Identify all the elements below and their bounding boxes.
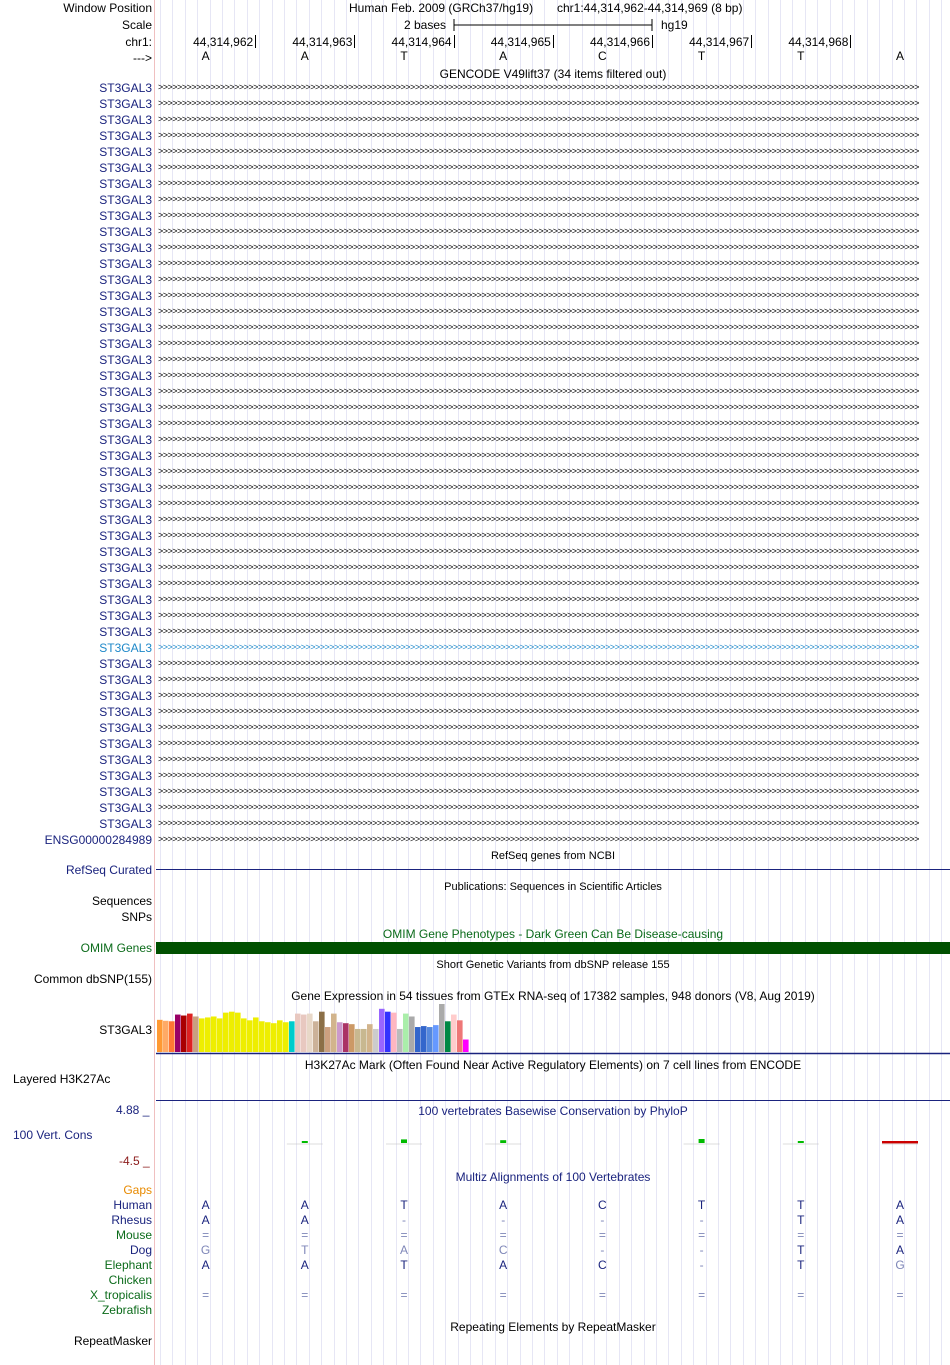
multiz-base: A	[300, 1258, 309, 1272]
gtex-tissue-bar[interactable]	[451, 1015, 457, 1052]
gtex-gene-label[interactable]: ST3GAL3	[99, 1023, 152, 1037]
multiz-base: C	[598, 1198, 607, 1212]
gtex-tissue-bar[interactable]	[199, 1018, 205, 1052]
gencode-transcript[interactable]: >>>>>>>>>>>>>>>>>>>>>>>>>>>>>>>>>>>>>>>>>>>>>>>>>>>>>>>>>>>>>>>>>>>>>>>>>>>>>>>>>>>>>>>>>>>>>>>>>>>>>>>>>>>>>>>>>>>>>>>>>>>>>>>>>>>>>>>>>>>>>>>>>>>>>>>>>>>>>>>>	[158, 482, 919, 492]
phylop-label[interactable]: 100 Vert. Cons	[13, 1128, 93, 1142]
coordinate-tick	[354, 35, 355, 48]
refseq-curated-label[interactable]: RefSeq Curated	[65, 863, 152, 877]
strand-label: --->	[133, 51, 152, 65]
gtex-tissue-bar[interactable]	[397, 1029, 403, 1052]
coordinate-tick	[751, 35, 752, 48]
phylop-track-title: 100 vertebrates Basewise Conservation by PhyloP	[418, 1104, 688, 1118]
coordinate-label: 44,314,965	[490, 35, 551, 49]
gencode-transcript[interactable]: >>>>>>>>>>>>>>>>>>>>>>>>>>>>>>>>>>>>>>>>>>>>>>>>>>>>>>>>>>>>>>>>>>>>>>>>>>>>>>>>>>>>>>>>>>>>>>>>>>>>>>>>>>>>>>>>>>>>>>>>>>>>>>>>>>>>>>>>>>>>>>>>>>>>>>>>>>>>>>>>	[158, 770, 919, 780]
multiz-base: A	[895, 1243, 904, 1257]
gencode-gene-label[interactable]: ST3GAL3	[99, 193, 152, 207]
gtex-tissue-bar[interactable]	[217, 1018, 223, 1052]
multiz-base: =	[301, 1288, 309, 1302]
gtex-tissue-bar[interactable]	[259, 1021, 265, 1052]
gtex-tissue-bar[interactable]	[277, 1020, 283, 1052]
gencode-transcript[interactable]: >>>>>>>>>>>>>>>>>>>>>>>>>>>>>>>>>>>>>>>>>>>>>>>>>>>>>>>>>>>>>>>>>>>>>>>>>>>>>>>>>>>>>>>>>>>>>>>>>>>>>>>>>>>>>>>>>>>>>>>>>>>>>>>>>>>>>>>>>>>>>>>>>>>>>>>>>>>>>>>>	[158, 242, 919, 252]
gtex-tissue-bar[interactable]	[295, 1014, 301, 1052]
multiz-base: =	[400, 1288, 408, 1302]
gtex-tissue-bar[interactable]	[385, 1012, 391, 1052]
gtex-tissue-bar[interactable]	[211, 1016, 217, 1052]
multiz-base: =	[896, 1228, 904, 1242]
coordinate-label: 44,314,963	[292, 35, 353, 49]
gtex-tissue-bar[interactable]	[445, 1021, 451, 1052]
gencode-gene-label[interactable]: ST3GAL3	[99, 705, 152, 719]
gencode-gene-label[interactable]: ST3GAL3	[99, 305, 152, 319]
gencode-transcript[interactable]: >>>>>>>>>>>>>>>>>>>>>>>>>>>>>>>>>>>>>>>>>>>>>>>>>>>>>>>>>>>>>>>>>>>>>>>>>>>>>>>>>>>>>>>>>>>>>>>>>>>>>>>>>>>>>>>>>>>>>>>>>>>>>>>>>>>>>>>>>>>>>>>>>>>>>>>>>>>>>>>>	[158, 530, 919, 540]
dbsnp-track-title: Short Genetic Variants from dbSNP release 155	[436, 959, 670, 971]
phylop-score-bar	[699, 1139, 705, 1143]
gtex-tissue-bar[interactable]	[361, 1029, 367, 1052]
gtex-tissue-bar[interactable]	[409, 1016, 415, 1052]
gencode-gene-label[interactable]: ST3GAL3	[99, 753, 152, 767]
base-letter: T	[797, 49, 805, 63]
gencode-gene-label[interactable]: ST3GAL3	[99, 337, 152, 351]
base-letter: C	[598, 49, 607, 63]
gtex-tissue-bar[interactable]	[163, 1021, 169, 1052]
multiz-base: T	[697, 1198, 706, 1212]
phylop-score-bar	[798, 1141, 804, 1143]
repeatmasker-label[interactable]: RepeatMasker	[73, 1334, 152, 1348]
base-letter: A	[201, 49, 210, 63]
gencode-gene-label[interactable]: ST3GAL3	[99, 113, 152, 127]
gencode-transcript[interactable]: >>>>>>>>>>>>>>>>>>>>>>>>>>>>>>>>>>>>>>>>>>>>>>>>>>>>>>>>>>>>>>>>>>>>>>>>>>>>>>>>>>>>>>>>>>>>>>>>>>>>>>>>>>>>>>>>>>>>>>>>>>>>>>>>>>>>>>>>>>>>>>>>>>>>>>>>>>>>>>>>	[158, 626, 919, 636]
scale-label: Scale	[121, 18, 152, 32]
gencode-gene-label[interactable]: ST3GAL3	[99, 257, 152, 271]
multiz-species-label[interactable]: X_tropicalis	[89, 1288, 152, 1302]
gencode-gene-label[interactable]: ST3GAL3	[99, 129, 152, 143]
multiz-species-label[interactable]: Gaps	[123, 1183, 152, 1197]
multiz-base: =	[598, 1288, 606, 1302]
gencode-transcript[interactable]: >>>>>>>>>>>>>>>>>>>>>>>>>>>>>>>>>>>>>>>>>>>>>>>>>>>>>>>>>>>>>>>>>>>>>>>>>>>>>>>>>>>>>>>>>>>>>>>>>>>>>>>>>>>>>>>>>>>>>>>>>>>>>>>>>>>>>>>>>>>>>>>>>>>>>>>>>>>>>>>>	[158, 146, 919, 156]
gtex-tissue-bar[interactable]	[421, 1026, 427, 1052]
dbsnp-label[interactable]: Common dbSNP(155)	[33, 972, 152, 986]
multiz-species-label[interactable]: Elephant	[104, 1258, 152, 1272]
multiz-base: =	[499, 1228, 507, 1242]
refseq-line	[156, 869, 950, 870]
gencode-gene-label[interactable]: ST3GAL3	[99, 689, 152, 703]
phylop-min-label: -4.5 _	[119, 1154, 150, 1168]
gencode-transcript[interactable]: >>>>>>>>>>>>>>>>>>>>>>>>>>>>>>>>>>>>>>>>>>>>>>>>>>>>>>>>>>>>>>>>>>>>>>>>>>>>>>>>>>>>>>>>>>>>>>>>>>>>>>>>>>>>>>>>>>>>>>>>>>>>>>>>>>>>>>>>>>>>>>>>>>>>>>>>>>>>>>>>	[158, 82, 919, 92]
gencode-transcript[interactable]: >>>>>>>>>>>>>>>>>>>>>>>>>>>>>>>>>>>>>>>>>>>>>>>>>>>>>>>>>>>>>>>>>>>>>>>>>>>>>>>>>>>>>>>>>>>>>>>>>>>>>>>>>>>>>>>>>>>>>>>>>>>>>>>>>>>>>>>>>>>>>>>>>>>>>>>>>>>>>>>>	[158, 386, 919, 396]
gencode-gene-label-ensg[interactable]: ENSG00000284989	[44, 833, 152, 847]
gtex-tissue-bar[interactable]	[205, 1017, 211, 1052]
gencode-transcript[interactable]: >>>>>>>>>>>>>>>>>>>>>>>>>>>>>>>>>>>>>>>>>>>>>>>>>>>>>>>>>>>>>>>>>>>>>>>>>>>>>>>>>>>>>>>>>>>>>>>>>>>>>>>>>>>>>>>>>>>>>>>>>>>>>>>>>>>>>>>>>>>>>>>>>>>>>>>>>>>>>>>>	[158, 210, 919, 220]
phylop-score-bar	[302, 1141, 308, 1143]
gencode-transcript[interactable]: >>>>>>>>>>>>>>>>>>>>>>>>>>>>>>>>>>>>>>>>>>>>>>>>>>>>>>>>>>>>>>>>>>>>>>>>>>>>>>>>>>>>>>>>>>>>>>>>>>>>>>>>>>>>>>>>>>>>>>>>>>>>>>>>>>>>>>>>>>>>>>>>>>>>>>>>>>>>>>>>	[158, 658, 919, 668]
gencode-gene-label[interactable]: ST3GAL3	[99, 673, 152, 687]
gtex-tissue-bar[interactable]	[343, 1023, 349, 1052]
gencode-transcript[interactable]: >>>>>>>>>>>>>>>>>>>>>>>>>>>>>>>>>>>>>>>>>>>>>>>>>>>>>>>>>>>>>>>>>>>>>>>>>>>>>>>>>>>>>>>>>>>>>>>>>>>>>>>>>>>>>>>>>>>>>>>>>>>>>>>>>>>>>>>>>>>>>>>>>>>>>>>>>>>>>>>>	[158, 194, 919, 204]
assembly-label: hg19	[661, 18, 688, 32]
gencode-gene-label[interactable]: ST3GAL3	[99, 817, 152, 831]
gtex-tissue-bar[interactable]	[283, 1022, 289, 1052]
gencode-transcript[interactable]: >>>>>>>>>>>>>>>>>>>>>>>>>>>>>>>>>>>>>>>>>>>>>>>>>>>>>>>>>>>>>>>>>>>>>>>>>>>>>>>>>>>>>>>>>>>>>>>>>>>>>>>>>>>>>>>>>>>>>>>>>>>>>>>>>>>>>>>>>>>>>>>>>>>>>>>>>>>>>>>>	[158, 834, 919, 844]
multiz-base: -	[402, 1213, 406, 1227]
gencode-gene-label[interactable]: ST3GAL3	[99, 81, 152, 95]
multiz-base: C	[498, 1243, 508, 1257]
multiz-base: G	[895, 1258, 905, 1272]
gencode-transcript[interactable]: >>>>>>>>>>>>>>>>>>>>>>>>>>>>>>>>>>>>>>>>>>>>>>>>>>>>>>>>>>>>>>>>>>>>>>>>>>>>>>>>>>>>>>>>>>>>>>>>>>>>>>>>>>>>>>>>>>>>>>>>>>>>>>>>>>>>>>>>>>>>>>>>>>>>>>>>>>>>>>>>	[158, 610, 919, 620]
gencode-gene-label[interactable]: ST3GAL3	[99, 657, 152, 671]
gencode-transcript[interactable]: >>>>>>>>>>>>>>>>>>>>>>>>>>>>>>>>>>>>>>>>>>>>>>>>>>>>>>>>>>>>>>>>>>>>>>>>>>>>>>>>>>>>>>>>>>>>>>>>>>>>>>>>>>>>>>>>>>>>>>>>>>>>>>>>>>>>>>>>>>>>>>>>>>>>>>>>>>>>>>>>	[158, 546, 919, 556]
multiz-base: C	[598, 1258, 607, 1272]
scale-text: 2 bases	[404, 18, 447, 32]
gtex-tissue-bar[interactable]	[427, 1027, 433, 1052]
gtex-tissue-bar[interactable]	[355, 1029, 361, 1052]
gencode-transcript[interactable]: >>>>>>>>>>>>>>>>>>>>>>>>>>>>>>>>>>>>>>>>>>>>>>>>>>>>>>>>>>>>>>>>>>>>>>>>>>>>>>>>>>>>>>>>>>>>>>>>>>>>>>>>>>>>>>>>>>>>>>>>>>>>>>>>>>>>>>>>>>>>>>>>>>>>>>>>>>>>>>>>	[158, 786, 919, 796]
multiz-base: -	[699, 1243, 704, 1257]
multiz-base: =	[896, 1288, 904, 1302]
gtex-tissue-bar[interactable]	[181, 1016, 187, 1052]
gtex-tissue-bar[interactable]	[403, 1014, 409, 1052]
coordinate-label: 44,314,966	[589, 35, 650, 49]
gtex-tissue-bar[interactable]	[253, 1017, 259, 1052]
gencode-transcript[interactable]: >>>>>>>>>>>>>>>>>>>>>>>>>>>>>>>>>>>>>>>>>>>>>>>>>>>>>>>>>>>>>>>>>>>>>>>>>>>>>>>>>>>>>>>>>>>>>>>>>>>>>>>>>>>>>>>>>>>>>>>>>>>>>>>>>>>>>>>>>>>>>>>>>>>>>>>>>>>>>>>>	[158, 434, 919, 444]
publications-snps-label[interactable]: SNPs	[121, 910, 152, 924]
multiz-base: A	[201, 1198, 210, 1212]
window-position-label: Window Position	[63, 1, 152, 15]
gtex-tissue-bar[interactable]	[463, 1040, 469, 1052]
gencode-transcript[interactable]: >>>>>>>>>>>>>>>>>>>>>>>>>>>>>>>>>>>>>>>>>>>>>>>>>>>>>>>>>>>>>>>>>>>>>>>>>>>>>>>>>>>>>>>>>>>>>>>>>>>>>>>>>>>>>>>>>>>>>>>>>>>>>>>>>>>>>>>>>>>>>>>>>>>>>>>>>>>>>>>>	[158, 706, 919, 716]
multiz-base: =	[698, 1228, 706, 1242]
gtex-tissue-bar[interactable]	[247, 1020, 253, 1052]
multiz-base: =	[797, 1288, 805, 1302]
gtex-tissue-bar[interactable]	[433, 1025, 439, 1052]
gencode-transcript[interactable]: >>>>>>>>>>>>>>>>>>>>>>>>>>>>>>>>>>>>>>>>>>>>>>>>>>>>>>>>>>>>>>>>>>>>>>>>>>>>>>>>>>>>>>>>>>>>>>>>>>>>>>>>>>>>>>>>>>>>>>>>>>>>>>>>>>>>>>>>>>>>>>>>>>>>>>>>>>>>>>>>	[158, 562, 919, 572]
multiz-base: -	[699, 1258, 704, 1272]
multiz-base: -	[600, 1213, 605, 1227]
gencode-transcript[interactable]: >>>>>>>>>>>>>>>>>>>>>>>>>>>>>>>>>>>>>>>>>>>>>>>>>>>>>>>>>>>>>>>>>>>>>>>>>>>>>>>>>>>>>>>>>>>>>>>>>>>>>>>>>>>>>>>>>>>>>>>>>>>>>>>>>>>>>>>>>>>>>>>>>>>>>>>>>>>>>>>>	[158, 466, 919, 476]
gtex-tissue-bar[interactable]	[331, 1014, 337, 1052]
multiz-base: A	[300, 1198, 309, 1212]
gencode-gene-label[interactable]: ST3GAL3	[99, 433, 152, 447]
multiz-base: A	[499, 1198, 508, 1212]
gencode-gene-label[interactable]: ST3GAL3	[99, 145, 152, 159]
gencode-transcript[interactable]: >>>>>>>>>>>>>>>>>>>>>>>>>>>>>>>>>>>>>>>>>>>>>>>>>>>>>>>>>>>>>>>>>>>>>>>>>>>>>>>>>>>>>>>>>>>>>>>>>>>>>>>>>>>>>>>>>>>>>>>>>>>>>>>>>>>>>>>>>>>>>>>>>>>>>>>>>>>>>>>>	[158, 226, 919, 236]
multiz-species-label[interactable]: Human	[113, 1198, 152, 1212]
gencode-gene-label[interactable]: ST3GAL3	[99, 97, 152, 111]
gencode-gene-label[interactable]: ST3GAL3	[99, 641, 152, 655]
gencode-transcript[interactable]: >>>>>>>>>>>>>>>>>>>>>>>>>>>>>>>>>>>>>>>>>>>>>>>>>>>>>>>>>>>>>>>>>>>>>>>>>>>>>>>>>>>>>>>>>>>>>>>>>>>>>>>>>>>>>>>>>>>>>>>>>>>>>>>>>>>>>>>>>>>>>>>>>>>>>>>>>>>>>>>>	[158, 162, 919, 172]
gencode-transcript[interactable]: >>>>>>>>>>>>>>>>>>>>>>>>>>>>>>>>>>>>>>>>>>>>>>>>>>>>>>>>>>>>>>>>>>>>>>>>>>>>>>>>>>>>>>>>>>>>>>>>>>>>>>>>>>>>>>>>>>>>>>>>>>>>>>>>>>>>>>>>>>>>>>>>>>>>>>>>>>>>>>>>	[158, 370, 919, 380]
gencode-gene-label[interactable]: ST3GAL3	[99, 497, 152, 511]
gencode-transcript[interactable]: >>>>>>>>>>>>>>>>>>>>>>>>>>>>>>>>>>>>>>>>>>>>>>>>>>>>>>>>>>>>>>>>>>>>>>>>>>>>>>>>>>>>>>>>>>>>>>>>>>>>>>>>>>>>>>>>>>>>>>>>>>>>>>>>>>>>>>>>>>>>>>>>>>>>>>>>>>>>>>>>	[158, 594, 919, 604]
gencode-transcript[interactable]: >>>>>>>>>>>>>>>>>>>>>>>>>>>>>>>>>>>>>>>>>>>>>>>>>>>>>>>>>>>>>>>>>>>>>>>>>>>>>>>>>>>>>>>>>>>>>>>>>>>>>>>>>>>>>>>>>>>>>>>>>>>>>>>>>>>>>>>>>>>>>>>>>>>>>>>>>>>>>>>>	[158, 450, 919, 460]
gtex-tissue-bar[interactable]	[157, 1020, 163, 1052]
gencode-gene-label[interactable]: ST3GAL3	[99, 321, 152, 335]
multiz-base: =	[499, 1288, 507, 1302]
gtex-track-title: Gene Expression in 54 tissues from GTEx RNA-seq of 17382 samples, 948 donors (V8, Aug 2019)	[291, 989, 815, 1003]
gtex-tissue-bar[interactable]	[319, 1012, 325, 1052]
multiz-base: T	[797, 1198, 805, 1212]
multiz-base: A	[399, 1243, 408, 1257]
multiz-base: A	[201, 1258, 210, 1272]
h3k27ac-track-title: H3K27Ac Mark (Often Found Near Active Regulatory Elements) on 7 cell lines from ENCODE	[304, 1058, 802, 1072]
gtex-tissue-bar[interactable]	[391, 1013, 397, 1052]
genome-title: Human Feb. 2009 (GRCh37/hg19)	[349, 1, 534, 15]
coordinate-tick	[553, 35, 554, 48]
multiz-base: A	[895, 1213, 904, 1227]
multiz-base: A	[499, 1258, 508, 1272]
gencode-transcript[interactable]: >>>>>>>>>>>>>>>>>>>>>>>>>>>>>>>>>>>>>>>>>>>>>>>>>>>>>>>>>>>>>>>>>>>>>>>>>>>>>>>>>>>>>>>>>>>>>>>>>>>>>>>>>>>>>>>>>>>>>>>>>>>>>>>>>>>>>>>>>>>>>>>>>>>>>>>>>>>>>>>>	[158, 402, 919, 412]
base-letter: A	[499, 49, 508, 63]
gencode-gene-label[interactable]: ST3GAL3	[99, 625, 152, 639]
gencode-transcript[interactable]: >>>>>>>>>>>>>>>>>>>>>>>>>>>>>>>>>>>>>>>>>>>>>>>>>>>>>>>>>>>>>>>>>>>>>>>>>>>>>>>>>>>>>>>>>>>>>>>>>>>>>>>>>>>>>>>>>>>>>>>>>>>>>>>>>>>>>>>>>>>>>>>>>>>>>>>>>>>>>>>>	[158, 514, 919, 524]
gencode-gene-label[interactable]: ST3GAL3	[99, 465, 152, 479]
publications-track-title: Publications: Sequences in Scientific Articles	[444, 881, 662, 893]
gtex-tissue-bar[interactable]	[169, 1021, 175, 1052]
gencode-transcript[interactable]: >>>>>>>>>>>>>>>>>>>>>>>>>>>>>>>>>>>>>>>>>>>>>>>>>>>>>>>>>>>>>>>>>>>>>>>>>>>>>>>>>>>>>>>>>>>>>>>>>>>>>>>>>>>>>>>>>>>>>>>>>>>>>>>>>>>>>>>>>>>>>>>>>>>>>>>>>>>>>>>>	[158, 642, 919, 652]
gencode-transcript[interactable]: >>>>>>>>>>>>>>>>>>>>>>>>>>>>>>>>>>>>>>>>>>>>>>>>>>>>>>>>>>>>>>>>>>>>>>>>>>>>>>>>>>>>>>>>>>>>>>>>>>>>>>>>>>>>>>>>>>>>>>>>>>>>>>>>>>>>>>>>>>>>>>>>>>>>>>>>>>>>>>>>	[158, 754, 919, 764]
gencode-transcript[interactable]: >>>>>>>>>>>>>>>>>>>>>>>>>>>>>>>>>>>>>>>>>>>>>>>>>>>>>>>>>>>>>>>>>>>>>>>>>>>>>>>>>>>>>>>>>>>>>>>>>>>>>>>>>>>>>>>>>>>>>>>>>>>>>>>>>>>>>>>>>>>>>>>>>>>>>>>>>>>>>>>>	[158, 178, 919, 188]
multiz-base: -	[501, 1213, 506, 1227]
gtex-tissue-bar[interactable]	[367, 1024, 373, 1052]
gencode-gene-label[interactable]: ST3GAL3	[99, 801, 152, 815]
gencode-transcript[interactable]: >>>>>>>>>>>>>>>>>>>>>>>>>>>>>>>>>>>>>>>>>>>>>>>>>>>>>>>>>>>>>>>>>>>>>>>>>>>>>>>>>>>>>>>>>>>>>>>>>>>>>>>>>>>>>>>>>>>>>>>>>>>>>>>>>>>>>>>>>>>>>>>>>>>>>>>>>>>>>>>>	[158, 322, 919, 332]
multiz-base: =	[202, 1228, 210, 1242]
gencode-gene-label[interactable]: ST3GAL3	[99, 561, 152, 575]
omim-gene-bar[interactable]	[156, 942, 950, 954]
gencode-transcript[interactable]: >>>>>>>>>>>>>>>>>>>>>>>>>>>>>>>>>>>>>>>>>>>>>>>>>>>>>>>>>>>>>>>>>>>>>>>>>>>>>>>>>>>>>>>>>>>>>>>>>>>>>>>>>>>>>>>>>>>>>>>>>>>>>>>>>>>>>>>>>>>>>>>>>>>>>>>>>>>>>>>>	[158, 338, 919, 348]
gencode-transcript[interactable]: >>>>>>>>>>>>>>>>>>>>>>>>>>>>>>>>>>>>>>>>>>>>>>>>>>>>>>>>>>>>>>>>>>>>>>>>>>>>>>>>>>>>>>>>>>>>>>>>>>>>>>>>>>>>>>>>>>>>>>>>>>>>>>>>>>>>>>>>>>>>>>>>>>>>>>>>>>>>>>>>	[158, 114, 919, 124]
gencode-gene-label[interactable]: ST3GAL3	[99, 241, 152, 255]
omim-track-title: OMIM Gene Phenotypes - Dark Green Can Be Disease-causing	[382, 927, 724, 941]
coordinate-label: 44,314,962	[193, 35, 254, 49]
gencode-transcript[interactable]: >>>>>>>>>>>>>>>>>>>>>>>>>>>>>>>>>>>>>>>>>>>>>>>>>>>>>>>>>>>>>>>>>>>>>>>>>>>>>>>>>>>>>>>>>>>>>>>>>>>>>>>>>>>>>>>>>>>>>>>>>>>>>>>>>>>>>>>>>>>>>>>>>>>>>>>>>>>>>>>>	[158, 690, 919, 700]
gtex-tissue-bar[interactable]	[235, 1013, 241, 1052]
gencode-transcript[interactable]: >>>>>>>>>>>>>>>>>>>>>>>>>>>>>>>>>>>>>>>>>>>>>>>>>>>>>>>>>>>>>>>>>>>>>>>>>>>>>>>>>>>>>>>>>>>>>>>>>>>>>>>>>>>>>>>>>>>>>>>>>>>>>>>>>>>>>>>>>>>>>>>>>>>>>>>>>>>>>>>>	[158, 306, 919, 316]
coordinate-label: 44,314,964	[391, 35, 452, 49]
multiz-species-label[interactable]: Zebrafish	[101, 1303, 152, 1317]
gtex-tissue-bar[interactable]	[337, 1022, 343, 1052]
gencode-gene-label[interactable]: ST3GAL3	[99, 353, 152, 367]
multiz-base: =	[400, 1228, 408, 1242]
phylop-graph[interactable]	[156, 1118, 950, 1162]
coordinate-tick	[652, 35, 653, 48]
gencode-track-title: GENCODE V49lift37 (34 items filtered out)	[439, 67, 667, 81]
gencode-gene-label[interactable]: ST3GAL3	[99, 513, 152, 527]
multiz-base: T	[301, 1243, 309, 1257]
phylop-score-bar	[500, 1140, 506, 1143]
multiz-base: =	[598, 1228, 606, 1242]
h3k27ac-label[interactable]: Layered H3K27Ac	[13, 1072, 111, 1086]
gtex-tissue-bar[interactable]	[313, 1021, 319, 1052]
multiz-base: G	[200, 1243, 211, 1257]
gencode-gene-label[interactable]: ST3GAL3	[99, 161, 152, 175]
base-letter: A	[300, 49, 309, 63]
gencode-gene-label[interactable]: ST3GAL3	[99, 769, 152, 783]
gtex-tissue-bar[interactable]	[193, 1016, 199, 1052]
multiz-base: T	[797, 1243, 805, 1257]
gencode-transcript[interactable]: >>>>>>>>>>>>>>>>>>>>>>>>>>>>>>>>>>>>>>>>>>>>>>>>>>>>>>>>>>>>>>>>>>>>>>>>>>>>>>>>>>>>>>>>>>>>>>>>>>>>>>>>>>>>>>>>>>>>>>>>>>>>>>>>>>>>>>>>>>>>>>>>>>>>>>>>>>>>>>>>	[158, 274, 919, 284]
gtex-tissue-bar[interactable]	[349, 1024, 355, 1052]
chrom-label: chr1:	[125, 35, 152, 49]
label-divider	[154, 0, 155, 1365]
phylop-max-label: 4.88 _	[116, 1103, 150, 1117]
multiz-base: A	[201, 1213, 210, 1227]
coordinate-tick	[850, 35, 851, 48]
multiz-base: T	[400, 1258, 408, 1272]
gencode-transcript[interactable]: >>>>>>>>>>>>>>>>>>>>>>>>>>>>>>>>>>>>>>>>>>>>>>>>>>>>>>>>>>>>>>>>>>>>>>>>>>>>>>>>>>>>>>>>>>>>>>>>>>>>>>>>>>>>>>>>>>>>>>>>>>>>>>>>>>>>>>>>>>>>>>>>>>>>>>>>>>>>>>>>	[158, 258, 919, 268]
multiz-base: A	[895, 1198, 904, 1212]
gtex-tissue-bar[interactable]	[301, 1015, 307, 1052]
gencode-transcript[interactable]: >>>>>>>>>>>>>>>>>>>>>>>>>>>>>>>>>>>>>>>>>>>>>>>>>>>>>>>>>>>>>>>>>>>>>>>>>>>>>>>>>>>>>>>>>>>>>>>>>>>>>>>>>>>>>>>>>>>>>>>>>>>>>>>>>>>>>>>>>>>>>>>>>>>>>>>>>>>>>>>>	[158, 130, 919, 140]
gencode-gene-label[interactable]: ST3GAL3	[99, 529, 152, 543]
multiz-base: -	[600, 1243, 605, 1257]
gencode-gene-label[interactable]: ST3GAL3	[99, 177, 152, 191]
position-readout[interactable]: chr1:44,314,962-44,314,969 (8 bp)	[557, 1, 743, 15]
gencode-transcript[interactable]: >>>>>>>>>>>>>>>>>>>>>>>>>>>>>>>>>>>>>>>>>>>>>>>>>>>>>>>>>>>>>>>>>>>>>>>>>>>>>>>>>>>>>>>>>>>>>>>>>>>>>>>>>>>>>>>>>>>>>>>>>>>>>>>>>>>>>>>>>>>>>>>>>>>>>>>>>>>>>>>>	[158, 722, 919, 732]
multiz-species-label[interactable]: Chicken	[108, 1273, 152, 1287]
coordinate-label: 44,314,968	[788, 35, 849, 49]
gencode-gene-label[interactable]: ST3GAL3	[99, 609, 152, 623]
gencode-gene-label[interactable]: ST3GAL3	[99, 545, 152, 559]
gencode-transcript[interactable]: >>>>>>>>>>>>>>>>>>>>>>>>>>>>>>>>>>>>>>>>>>>>>>>>>>>>>>>>>>>>>>>>>>>>>>>>>>>>>>>>>>>>>>>>>>>>>>>>>>>>>>>>>>>>>>>>>>>>>>>>>>>>>>>>>>>>>>>>>>>>>>>>>>>>>>>>>>>>>>>>	[158, 98, 919, 108]
gencode-gene-label[interactable]: ST3GAL3	[99, 481, 152, 495]
gencode-gene-label[interactable]: ST3GAL3	[99, 225, 152, 239]
multiz-base: =	[698, 1288, 706, 1302]
gencode-gene-label[interactable]: ST3GAL3	[99, 273, 152, 287]
multiz-species-label[interactable]: Mouse	[115, 1228, 152, 1242]
gencode-transcript[interactable]: >>>>>>>>>>>>>>>>>>>>>>>>>>>>>>>>>>>>>>>>>>>>>>>>>>>>>>>>>>>>>>>>>>>>>>>>>>>>>>>>>>>>>>>>>>>>>>>>>>>>>>>>>>>>>>>>>>>>>>>>>>>>>>>>>>>>>>>>>>>>>>>>>>>>>>>>>>>>>>>>	[158, 290, 919, 300]
gencode-gene-label[interactable]: ST3GAL3	[99, 593, 152, 607]
multiz-base: -	[699, 1213, 704, 1227]
base-letter: T	[697, 49, 706, 63]
phylop-score-bar	[401, 1139, 407, 1143]
phylop-score-bar	[882, 1141, 918, 1143]
gencode-gene-label[interactable]: ST3GAL3	[99, 417, 152, 431]
gencode-gene-label[interactable]: ST3GAL3	[99, 369, 152, 383]
h3k27ac-baseline	[156, 1100, 950, 1101]
gtex-bar-chart[interactable]	[156, 1004, 950, 1054]
gtex-tissue-bar[interactable]	[373, 1029, 379, 1052]
gencode-gene-label[interactable]: ST3GAL3	[99, 785, 152, 799]
multiz-base: T	[797, 1258, 805, 1272]
gtex-tissue-bar[interactable]	[457, 1020, 463, 1052]
base-letter: A	[895, 49, 904, 63]
gtex-tissue-bar[interactable]	[241, 1018, 247, 1052]
multiz-base: A	[300, 1213, 309, 1227]
gencode-gene-label[interactable]: ST3GAL3	[99, 449, 152, 463]
gtex-tissue-bar[interactable]	[187, 1014, 193, 1052]
gtex-tissue-bar[interactable]	[415, 1027, 421, 1052]
omim-genes-label[interactable]: OMIM Genes	[80, 941, 152, 955]
scale-bar	[452, 17, 656, 33]
publications-sequences-label[interactable]: Sequences	[91, 894, 152, 908]
gtex-tissue-bar[interactable]	[439, 1004, 445, 1052]
gencode-transcript[interactable]: >>>>>>>>>>>>>>>>>>>>>>>>>>>>>>>>>>>>>>>>>>>>>>>>>>>>>>>>>>>>>>>>>>>>>>>>>>>>>>>>>>>>>>>>>>>>>>>>>>>>>>>>>>>>>>>>>>>>>>>>>>>>>>>>>>>>>>>>>>>>>>>>>>>>>>>>>>>>>>>>	[158, 418, 919, 428]
base-letter: T	[400, 49, 408, 63]
gencode-transcript[interactable]: >>>>>>>>>>>>>>>>>>>>>>>>>>>>>>>>>>>>>>>>>>>>>>>>>>>>>>>>>>>>>>>>>>>>>>>>>>>>>>>>>>>>>>>>>>>>>>>>>>>>>>>>>>>>>>>>>>>>>>>>>>>>>>>>>>>>>>>>>>>>>>>>>>>>>>>>>>>>>>>>	[158, 738, 919, 748]
gtex-tissue-bar[interactable]	[307, 1014, 313, 1052]
gencode-transcript[interactable]: >>>>>>>>>>>>>>>>>>>>>>>>>>>>>>>>>>>>>>>>>>>>>>>>>>>>>>>>>>>>>>>>>>>>>>>>>>>>>>>>>>>>>>>>>>>>>>>>>>>>>>>>>>>>>>>>>>>>>>>>>>>>>>>>>>>>>>>>>>>>>>>>>>>>>>>>>>>>>>>>	[158, 354, 919, 364]
gtex-tissue-bar[interactable]	[175, 1015, 181, 1052]
coordinate-tick	[454, 35, 455, 48]
gencode-gene-label[interactable]: ST3GAL3	[99, 385, 152, 399]
gtex-tissue-bar[interactable]	[289, 1021, 295, 1052]
gtex-tissue-bar[interactable]	[271, 1023, 277, 1052]
gencode-gene-label[interactable]: ST3GAL3	[99, 737, 152, 751]
gencode-transcript[interactable]: >>>>>>>>>>>>>>>>>>>>>>>>>>>>>>>>>>>>>>>>>>>>>>>>>>>>>>>>>>>>>>>>>>>>>>>>>>>>>>>>>>>>>>>>>>>>>>>>>>>>>>>>>>>>>>>>>>>>>>>>>>>>>>>>>>>>>>>>>>>>>>>>>>>>>>>>>>>>>>>>	[158, 498, 919, 508]
gencode-gene-label[interactable]: ST3GAL3	[99, 577, 152, 591]
gencode-gene-label[interactable]: ST3GAL3	[99, 209, 152, 223]
coordinate-label: 44,314,967	[689, 35, 750, 49]
gtex-tissue-bar[interactable]	[325, 1027, 331, 1052]
gtex-tissue-bar[interactable]	[265, 1022, 271, 1052]
gencode-transcript[interactable]: >>>>>>>>>>>>>>>>>>>>>>>>>>>>>>>>>>>>>>>>>>>>>>>>>>>>>>>>>>>>>>>>>>>>>>>>>>>>>>>>>>>>>>>>>>>>>>>>>>>>>>>>>>>>>>>>>>>>>>>>>>>>>>>>>>>>>>>>>>>>>>>>>>>>>>>>>>>>>>>>	[158, 818, 919, 828]
multiz-base: T	[797, 1213, 805, 1227]
gencode-gene-label[interactable]: ST3GAL3	[99, 721, 152, 735]
multiz-species-label[interactable]: Dog	[129, 1243, 152, 1257]
gencode-gene-label[interactable]: ST3GAL3	[99, 401, 152, 415]
coordinate-tick	[255, 35, 256, 48]
gtex-tissue-bar[interactable]	[229, 1012, 235, 1052]
repeatmasker-track-title: Repeating Elements by RepeatMasker	[450, 1320, 656, 1334]
refseq-track-title: RefSeq genes from NCBI	[490, 850, 616, 862]
gtex-tissue-bar[interactable]	[223, 1013, 229, 1052]
multiz-base: =	[202, 1288, 210, 1302]
gencode-transcript[interactable]: >>>>>>>>>>>>>>>>>>>>>>>>>>>>>>>>>>>>>>>>>>>>>>>>>>>>>>>>>>>>>>>>>>>>>>>>>>>>>>>>>>>>>>>>>>>>>>>>>>>>>>>>>>>>>>>>>>>>>>>>>>>>>>>>>>>>>>>>>>>>>>>>>>>>>>>>>>>>>>>>	[158, 674, 919, 684]
gencode-transcript[interactable]: >>>>>>>>>>>>>>>>>>>>>>>>>>>>>>>>>>>>>>>>>>>>>>>>>>>>>>>>>>>>>>>>>>>>>>>>>>>>>>>>>>>>>>>>>>>>>>>>>>>>>>>>>>>>>>>>>>>>>>>>>>>>>>>>>>>>>>>>>>>>>>>>>>>>>>>>>>>>>>>>	[158, 578, 919, 588]
multiz-base: T	[400, 1198, 408, 1212]
gtex-tissue-bar[interactable]	[379, 1009, 385, 1052]
gencode-transcript[interactable]: >>>>>>>>>>>>>>>>>>>>>>>>>>>>>>>>>>>>>>>>>>>>>>>>>>>>>>>>>>>>>>>>>>>>>>>>>>>>>>>>>>>>>>>>>>>>>>>>>>>>>>>>>>>>>>>>>>>>>>>>>>>>>>>>>>>>>>>>>>>>>>>>>>>>>>>>>>>>>>>>	[158, 802, 919, 812]
multiz-track-title: Multiz Alignments of 100 Vertebrates	[455, 1170, 651, 1184]
multiz-base: =	[301, 1228, 309, 1242]
multiz-species-label[interactable]: Rhesus	[111, 1213, 152, 1227]
multiz-base: =	[797, 1228, 805, 1242]
gencode-gene-label[interactable]: ST3GAL3	[99, 289, 152, 303]
